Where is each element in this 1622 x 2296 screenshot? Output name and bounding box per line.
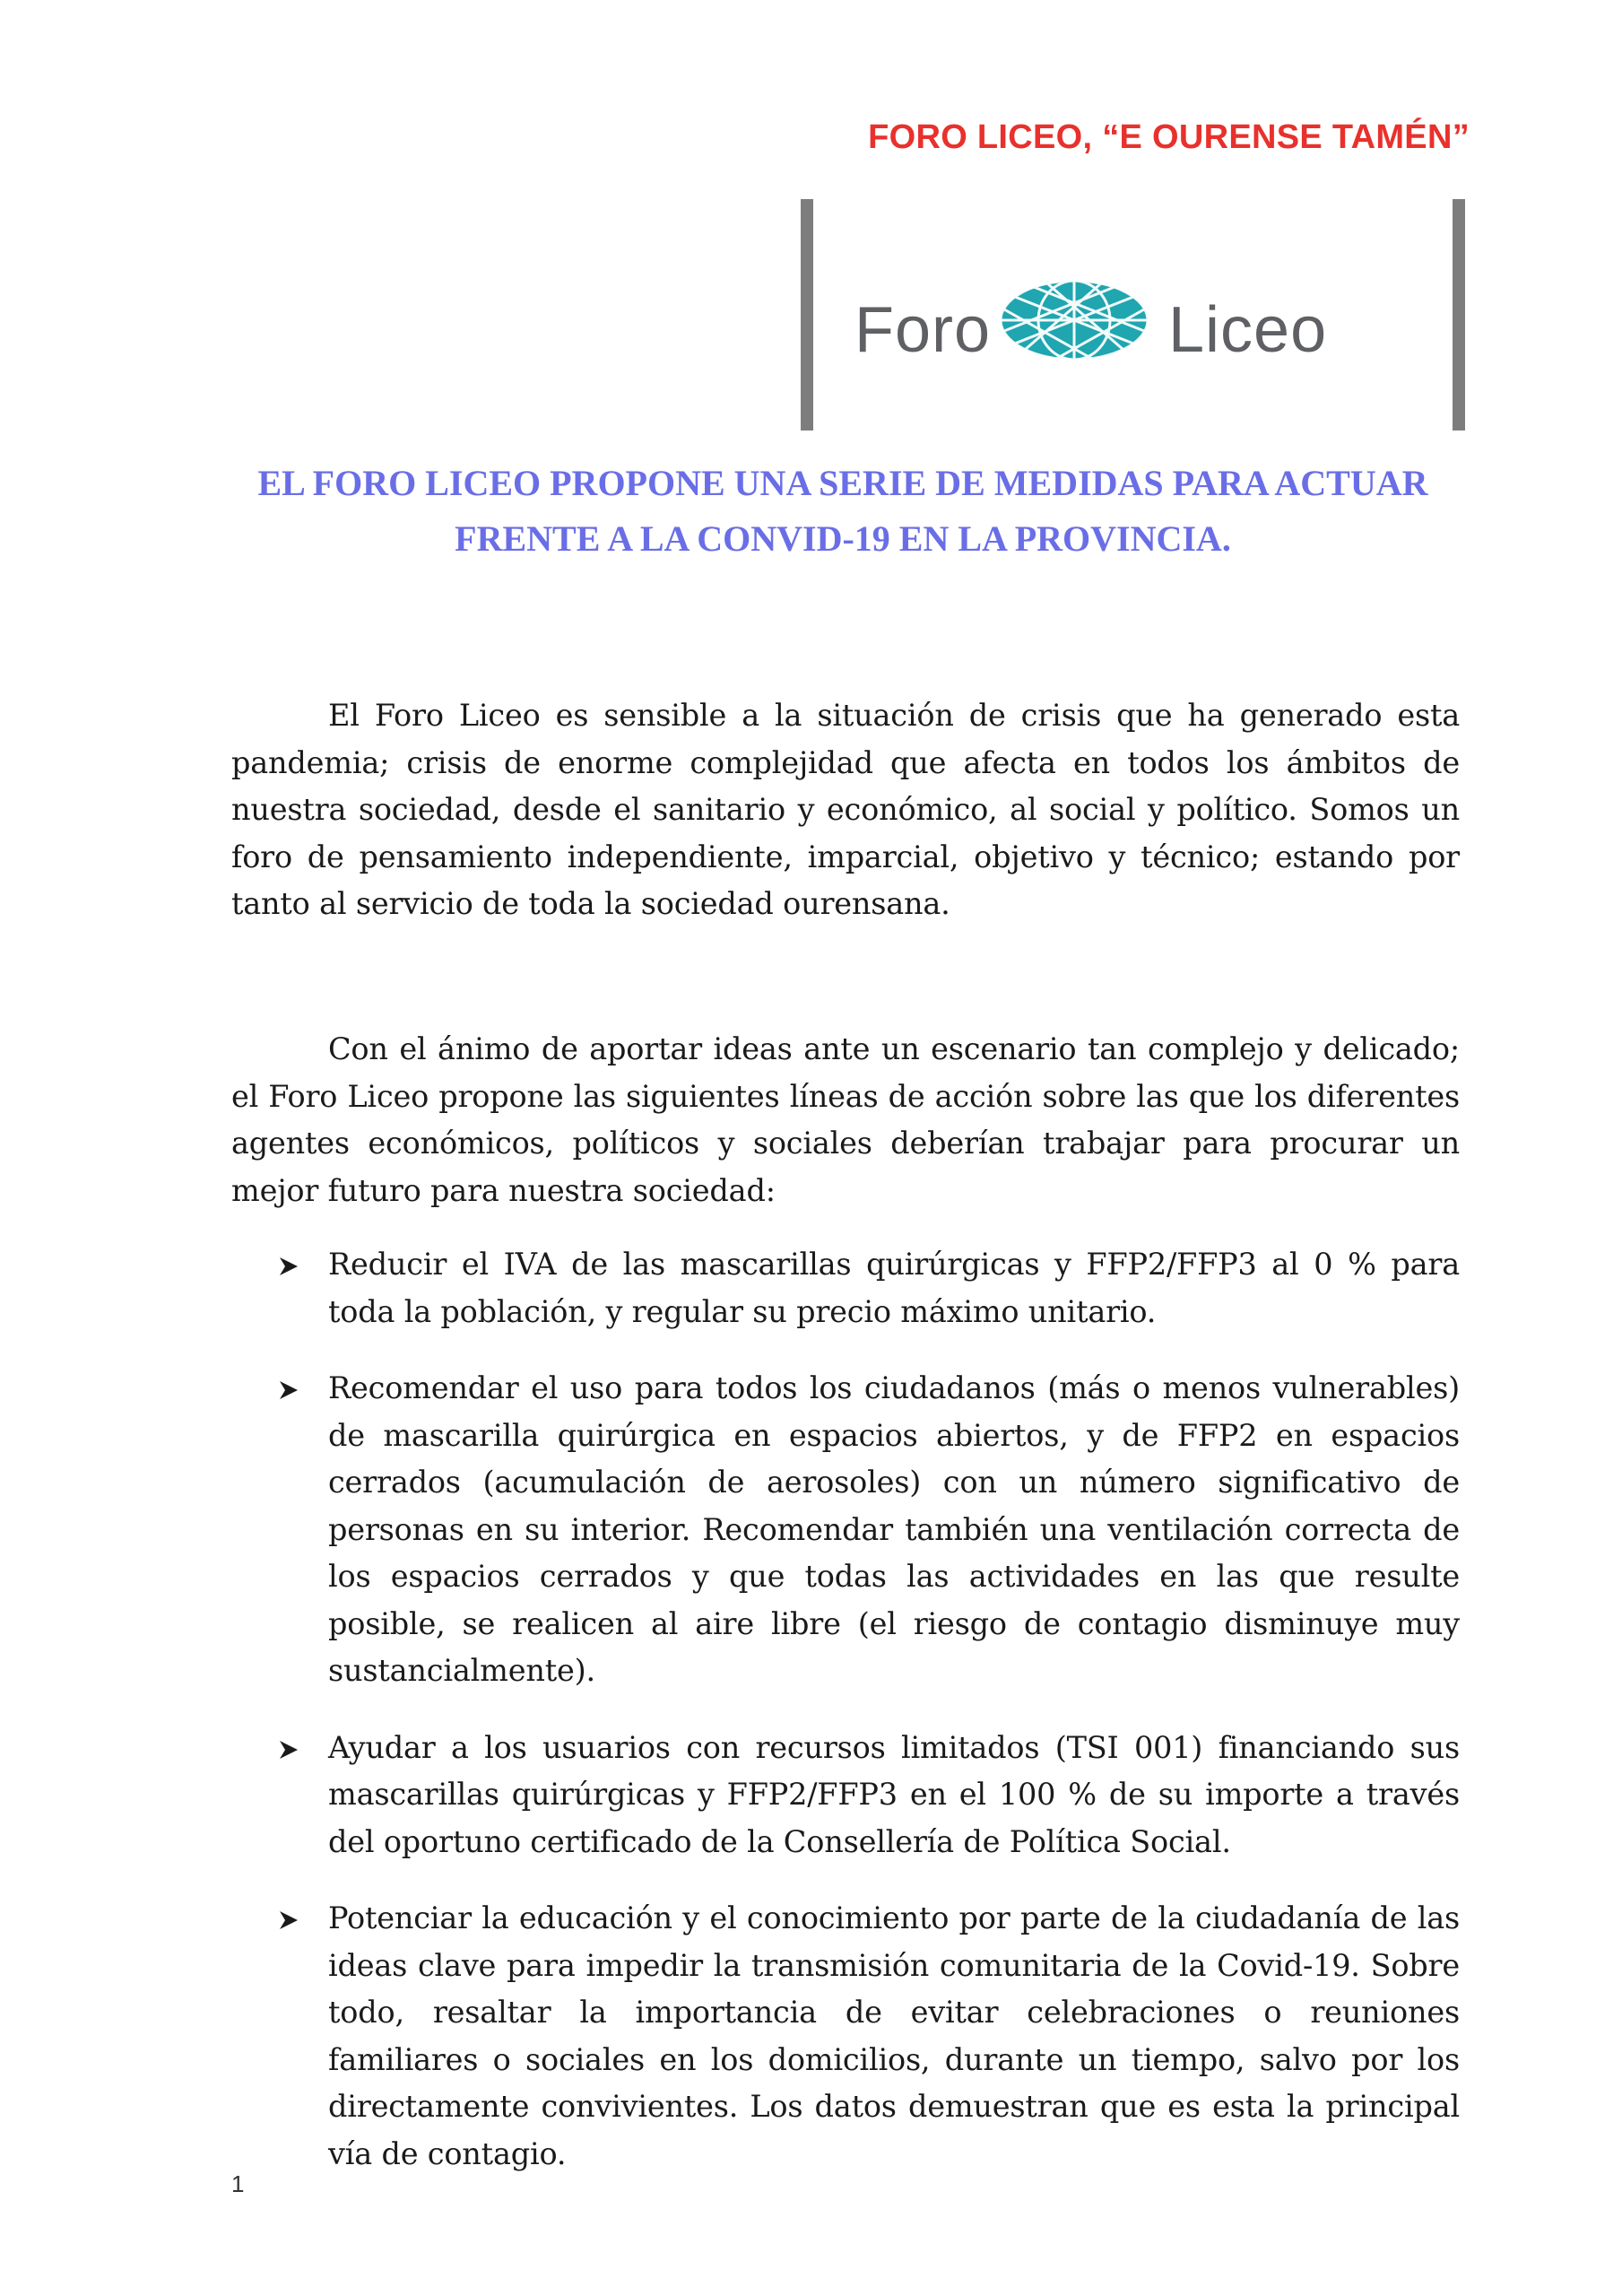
heading-line-2: FRENTE A LA CONVID-19 EN LA PROVINCIA.	[455, 518, 1231, 559]
arrow-bullet-icon	[278, 1256, 299, 1277]
list-item	[278, 1365, 1460, 1695]
foro-liceo-logo	[801, 199, 1465, 432]
logo-text-foro: Foro	[854, 294, 992, 366]
measures-list	[278, 1241, 1460, 2178]
header-title: FORO LICEO, “E OURENSE TAMÉN”	[868, 118, 1470, 156]
page-number: 1	[231, 2170, 245, 2197]
list-item	[278, 1895, 1460, 2178]
proposal-paragraph: Con el ánimo de aportar ideas ante un escenario tan complejo y delicado; el Foro Liceo propone las siguientes líneas de acción sobre las que los diferentes agentes económicos, políticos y sociales deberían trabajar para procurar un mejor futuro para nuestra sociedad:	[231, 1031, 1460, 1208]
logo-left-bar	[801, 199, 813, 430]
arrow-bullet-icon	[278, 1739, 299, 1761]
list-item	[278, 1725, 1460, 1866]
globe-mesh-icon	[1001, 281, 1148, 360]
intro-paragraph: El Foro Liceo es sensible a la situación de crisis que ha generado esta pandemia; crisis de enorme complejidad que afecta en todos los ámbitos de nuestra sociedad, desde el sanitario y económico, al social y político. Somos un foro de pensamiento independiente, imparcial, objetivo y técnico; estando por tanto al servicio de toda la sociedad ourensana.	[231, 698, 1460, 921]
list-item-text: Recomendar el uso para todos los ciudadanos (más o menos vulnerables) de mascarilla quirúrgica en espacios abiertos, y de FFP2 en espacios cerrados (acumulación de aerosoles) con un número significativo de personas en su interior. Recomendar también una ventilación correcta de los espacios cerrados y que todas las actividades en las que resulte posible, se realicen al aire libre (el riesgo de contagio disminuye muy sustancialmente).	[328, 1370, 1460, 1688]
heading-line-1: EL FORO LICEO PROPONE UNA SERIE DE MEDIDAS PARA ACTUAR	[257, 463, 1428, 503]
logo-right-bar	[1453, 199, 1465, 430]
arrow-bullet-icon	[278, 1909, 299, 1931]
main-heading	[242, 456, 1444, 567]
list-item-text: Reducir el IVA de las mascarillas quirúrgicas y FFP2/FFP3 al 0 % para toda la población, y regular su precio máximo unitario.	[328, 1247, 1460, 1329]
arrow-bullet-icon	[278, 1379, 299, 1401]
list-item-text: Potenciar la educación y el conocimiento por parte de la ciudadanía de las ideas clave para impedir la transmisión comunitaria de la Covid-19. Sobre todo, resaltar la importancia de evitar celebraciones o reuniones familiares o sociales en los domicilios, durante un tiempo, salvo por los directamente convivientes. Los datos demuestran que es esta la principal vía de contagio.	[328, 1900, 1460, 2171]
list-item-text: Ayudar a los usuarios con recursos limitados (TSI 001) financiando sus mascarillas quirúrgicas y FFP2/FFP3 en el 100 % de su importe a través del oportuno certificado de la Consellería de Política Social.	[328, 1729, 1460, 1859]
logo-text-liceo: Liceo	[1168, 294, 1328, 366]
list-item	[278, 1241, 1460, 1335]
